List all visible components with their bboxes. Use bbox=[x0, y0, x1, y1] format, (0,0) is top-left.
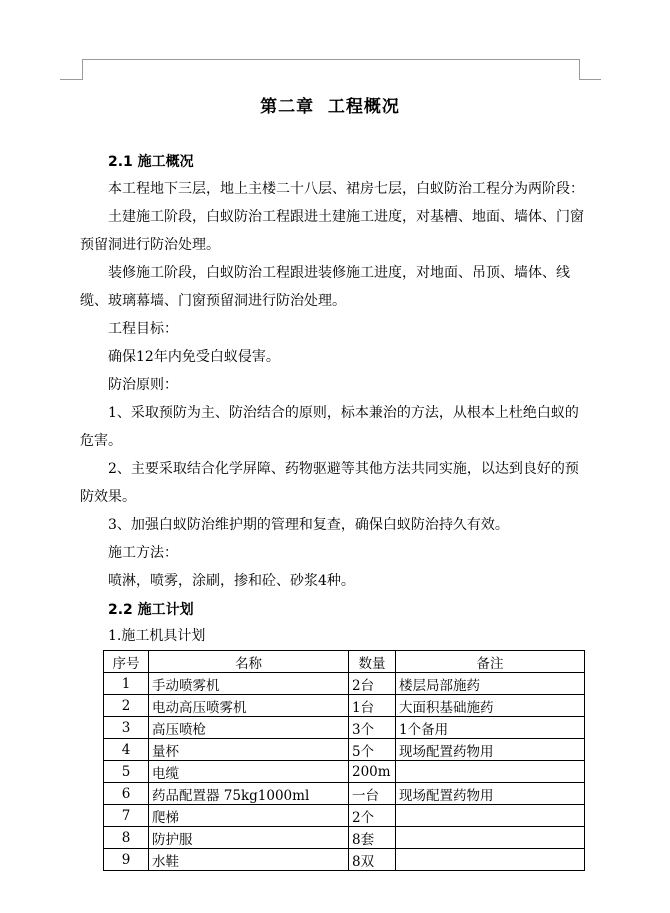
header-quantity: 数量 bbox=[349, 651, 396, 673]
cell-index: 6 bbox=[104, 783, 149, 805]
cell-quantity: 8套 bbox=[349, 827, 396, 849]
paragraph-goal: 确保12年内免受白蚁侵害。 bbox=[108, 349, 280, 365]
paragraph-principle-1: 1、采取预防为主、防治结合的原则，标本兼治的方法，从根本上杜绝白蚁的危害。 bbox=[80, 405, 579, 449]
cell-index: 4 bbox=[104, 739, 149, 761]
paragraph-method-label: 施工方法： bbox=[108, 545, 178, 561]
cell-remark bbox=[396, 827, 585, 849]
paragraph-principle-label: 防治原则： bbox=[108, 377, 178, 393]
cell-name: 手动喷雾机 bbox=[149, 673, 349, 695]
cell-remark: 大面积基础施药 bbox=[396, 695, 585, 717]
cell-name: 药品配置器 75kg1000ml bbox=[149, 783, 349, 805]
equipment-table bbox=[103, 650, 585, 871]
cell-quantity: 3个 bbox=[349, 717, 396, 739]
cell-index: 3 bbox=[104, 717, 149, 739]
cell-remark: 现场配置药物用 bbox=[396, 783, 585, 805]
cell-name: 防护服 bbox=[149, 827, 349, 849]
cell-name: 电缆 bbox=[149, 761, 349, 783]
cell-index: 5 bbox=[104, 761, 149, 783]
table-row bbox=[104, 805, 585, 827]
cell-index: 8 bbox=[104, 827, 149, 849]
cell-index: 7 bbox=[104, 805, 149, 827]
cell-quantity: 8双 bbox=[349, 849, 396, 871]
chapter-title: 第二章 工程概况 bbox=[260, 97, 400, 117]
cell-remark bbox=[396, 761, 585, 783]
table-row bbox=[104, 673, 585, 695]
cell-name: 高压喷枪 bbox=[149, 717, 349, 739]
cell-remark bbox=[396, 849, 585, 871]
corner-mark-left-vertical bbox=[82, 59, 83, 80]
cell-name: 水鞋 bbox=[149, 849, 349, 871]
table-row bbox=[104, 783, 585, 805]
cell-quantity: 一台 bbox=[349, 783, 396, 805]
cell-remark: 1个备用 bbox=[396, 717, 585, 739]
table-row bbox=[104, 739, 585, 761]
table-row bbox=[104, 849, 585, 871]
table-row bbox=[104, 827, 585, 849]
table-header-row bbox=[104, 651, 585, 673]
cell-quantity: 1台 bbox=[349, 695, 396, 717]
paragraph-principle-3: 3、加强白蚁防治维护期的管理和复查，确保白蚁防治持久有效。 bbox=[108, 517, 509, 533]
header-rule bbox=[82, 59, 580, 60]
section-heading-2-1: 2.1 施工概况 bbox=[108, 154, 194, 170]
paragraph-civil-stage: 土建施工阶段，白蚁防治工程跟进土建施工进度，对基槽、地面、墙体、门窗预留洞进行防治处理。 bbox=[80, 209, 584, 253]
table-row bbox=[104, 717, 585, 739]
corner-mark-right-vertical bbox=[579, 59, 580, 80]
paragraph-methods: 喷淋，喷雾，涂刷，掺和砼、砂浆4种。 bbox=[108, 573, 355, 589]
section-heading-2-2: 2.2 施工计划 bbox=[108, 602, 194, 618]
cell-index: 2 bbox=[104, 695, 149, 717]
table-row bbox=[104, 761, 585, 783]
cell-name: 爬梯 bbox=[149, 805, 349, 827]
cell-remark: 现场配置药物用 bbox=[396, 739, 585, 761]
equipment-plan-heading: 1.施工机具计划 bbox=[108, 628, 206, 644]
cell-index: 9 bbox=[104, 849, 149, 871]
header-index: 序号 bbox=[104, 651, 149, 673]
header-name: 名称 bbox=[149, 651, 349, 673]
cell-quantity: 2台 bbox=[349, 673, 396, 695]
header-remark: 备注 bbox=[396, 651, 585, 673]
corner-mark-left-horizontal bbox=[60, 79, 82, 80]
cell-remark bbox=[396, 805, 585, 827]
corner-mark-right-horizontal bbox=[579, 79, 601, 80]
paragraph-overview: 本工程地下三层，地上主楼二十八层、裙房七层，白蚁防治工程分为两阶段： bbox=[108, 181, 584, 197]
cell-name: 电动高压喷雾机 bbox=[149, 695, 349, 717]
cell-quantity: 2个 bbox=[349, 805, 396, 827]
paragraph-goal-label: 工程目标： bbox=[108, 321, 178, 337]
paragraph-principle-2: 2、主要采取结合化学屏障、药物驱避等其他方法共同实施，以达到良好的预防效果。 bbox=[80, 461, 579, 505]
table-row bbox=[104, 695, 585, 717]
cell-index: 1 bbox=[104, 673, 149, 695]
cell-remark: 楼层局部施药 bbox=[396, 673, 585, 695]
cell-quantity: 5个 bbox=[349, 739, 396, 761]
cell-name: 量杯 bbox=[149, 739, 349, 761]
cell-quantity: 200m bbox=[349, 761, 396, 783]
paragraph-decoration-stage: 装修施工阶段，白蚁防治工程跟进装修施工进度，对地面、吊顶、墙体、线缆、玻璃幕墙、门窗预留洞进行防治处理。 bbox=[80, 265, 570, 309]
